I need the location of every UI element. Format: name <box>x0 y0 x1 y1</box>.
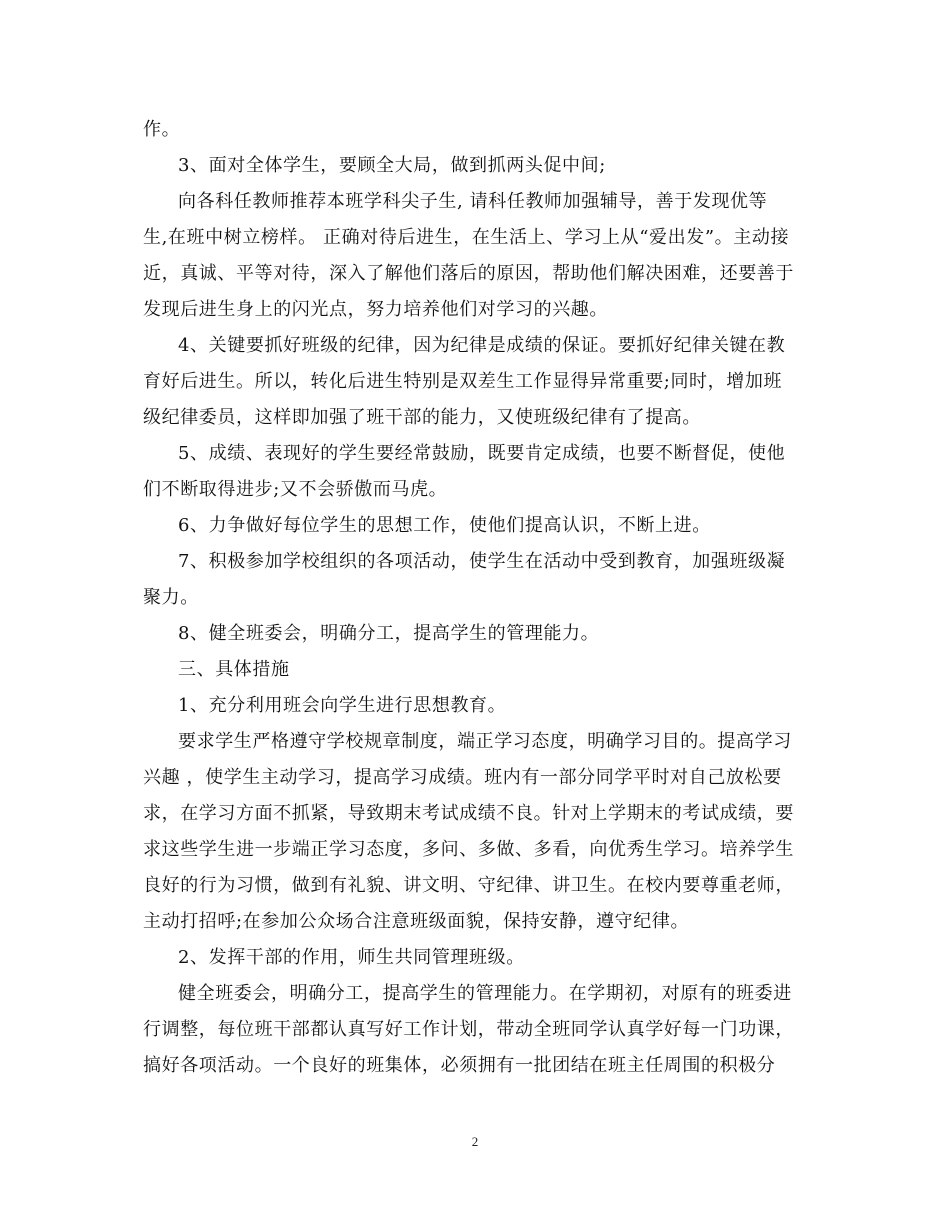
text-line: 作。 <box>143 119 181 140</box>
text-line: 生,在班中树立榜样。 正确对待后进生，在生活上、学习上从“爱出发”。主动接 <box>143 227 790 248</box>
text-line: 6、力争做好每位学生的思想工作，使他们提高认识，不断上进。 <box>178 515 711 536</box>
section-heading: 三、具体措施 <box>178 659 290 680</box>
text-line: 求这些学生进一步端正学习态度，多问、多做、多看，向优秀生学习。培养学生 <box>143 839 794 860</box>
text-line: 1、充分利用班会向学生进行思想教育。 <box>178 695 507 716</box>
text-line: 发现后进生身上的闪光点，努力培养他们对学习的兴趣。 <box>143 299 608 320</box>
text-line: 5、成绩、表现好的学生要经常鼓励，既要肯定成绩，也要不断督促，使他 <box>178 443 786 464</box>
text-line: 求，在学习方面不抓紧，导致期末考试成绩不良。针对上学期末的考试成绩，要 <box>143 803 794 824</box>
text-line: 向各科任教师推荐本班学科尖子生, 请科任教师加强辅导，善于发现优等 <box>178 191 768 212</box>
text-line: 主动打招呼;在参加公众场合注意班级面貌，保持安静，遵守纪律。 <box>143 911 690 932</box>
text-line: 3、面对全体学生，要顾全大局，做到抓两头促中间; <box>178 155 606 176</box>
text-line: 聚力。 <box>143 587 199 608</box>
document-body <box>143 112 803 1084</box>
text-line: 8、健全班委会，明确分工，提高学生的管理能力。 <box>178 623 600 644</box>
text-line: 7、积极参加学校组织的各项活动，使学生在活动中受到教育，加强班级凝 <box>178 551 786 572</box>
text-line: 搞好各项活动。一个良好的班集体，必须拥有一批团结在班主任周围的积极分 <box>143 1055 776 1076</box>
text-line: 良好的行为习惯，做到有礼貌、讲文明、守纪律、讲卫生。在校内要尊重老师， <box>143 875 794 896</box>
text-line: 育好后进生。所以，转化后进生特别是双差生工作显得异常重要;同时，增加班 <box>143 371 783 392</box>
page-number: 2 <box>471 1134 479 1149</box>
text-line: 兴趣 ，使学生主动学习，提高学习成绩。班内有一部分同学平时对自己放松要 <box>143 767 782 788</box>
text-line: 们不断取得进步;又不会骄傲而马虎。 <box>143 479 448 500</box>
text-line: 4、关键要抓好班级的纪律，因为纪律是成绩的保证。要抓好纪律关键在教 <box>178 335 786 356</box>
text-line: 要求学生严格遵守学校规章制度，端正学习态度，明确学习目的。提高学习 <box>178 731 792 752</box>
text-line: 2、发挥干部的作用，师生共同管理班级。 <box>178 947 525 968</box>
text-line: 健全班委会，明确分工，提高学生的管理能力。在学期初，对原有的班委进 <box>178 983 792 1004</box>
text-line: 行调整，每位班干部都认真写好工作计划，带动全班同学认真学好每一门功课， <box>143 1019 794 1040</box>
text-line: 近，真诚、平等对待，深入了解他们落后的原因，帮助他们解决困难，还要善于 <box>143 263 794 284</box>
text-line: 级纪律委员，这样即加强了班干部的能力，又使班级纪律有了提高。 <box>143 407 701 428</box>
